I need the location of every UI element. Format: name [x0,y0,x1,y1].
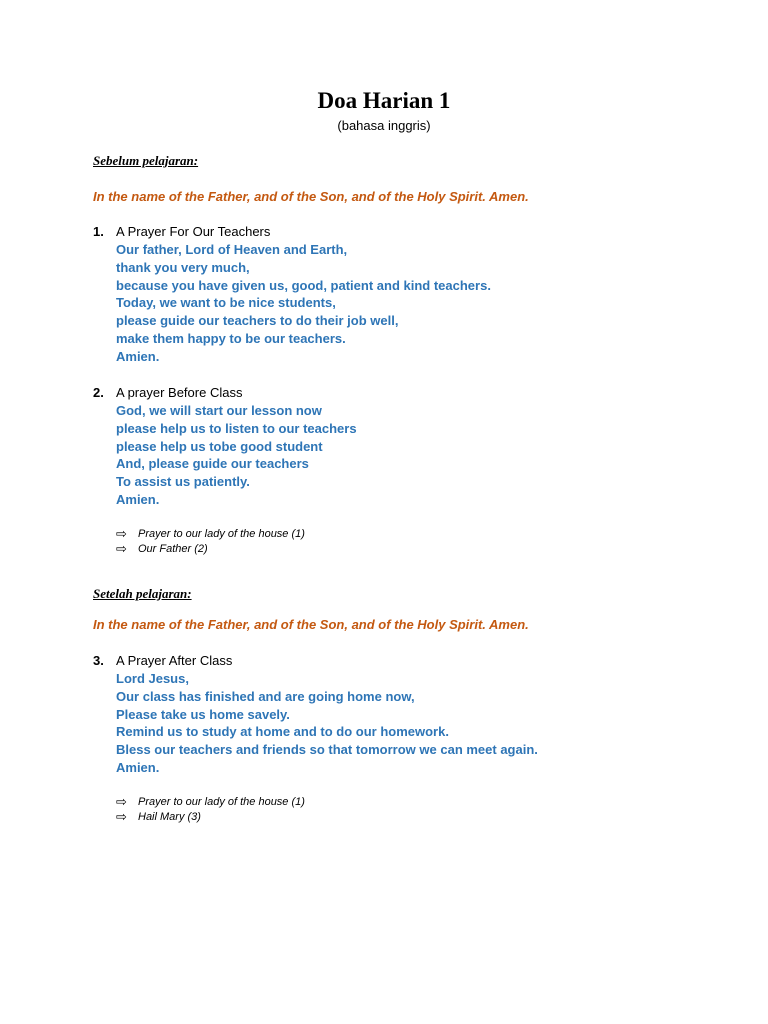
reference-text: Our Father (2) [138,542,208,555]
invocation-after-class: In the name of the Father, and of the Son, and of the Holy Spirit. Amen. [93,617,529,632]
prayer-line: please help us tobe good student [116,438,323,454]
arrow-right-icon: ⇨ [116,794,127,809]
prayer-number: 1. [93,224,104,239]
section-heading-before-class: Sebelum pelajaran: [93,153,199,168]
prayer-2 [93,384,713,509]
prayer-text [116,402,713,509]
prayer-line: Our class has finished and are going home now, [116,688,415,704]
prayer-line: God, we will start our lesson now [116,403,322,418]
prayer-line: And, please guide our teachers [116,456,309,472]
reference-text: Prayer to our lady of the house (1) [138,795,305,808]
page-title: Doa Harian 1 [317,88,451,113]
prayer-title: A prayer Before Class [116,385,243,400]
prayer-line: Lord Jesus, [116,671,189,686]
prayer-heading [93,223,713,241]
prayer-heading [93,384,713,402]
reference-item [116,794,305,809]
prayer-line: Amien. [116,759,160,775]
reference-item [116,809,305,824]
prayer-line: please help us to listen to our teachers [116,420,357,436]
prayer-title: A Prayer After Class [116,653,233,668]
prayer-line: make them happy to be our teachers. [116,330,346,346]
prayer-number: 3. [93,653,104,668]
arrow-right-icon: ⇨ [116,526,127,541]
prayer-1 [93,223,713,366]
prayer-number: 2. [93,385,104,400]
prayer-line: Amien. [116,348,160,364]
prayer-line: To assist us patiently. [116,474,250,490]
reference-text: Hail Mary (3) [138,810,201,823]
arrow-right-icon: ⇨ [116,541,127,556]
prayer-text [116,670,713,777]
reference-item [116,541,305,556]
prayer-heading [93,652,713,670]
invocation-before-class: In the name of the Father, and of the Son, and of the Holy Spirit. Amen. [93,189,529,204]
arrow-right-icon: ⇨ [116,809,127,824]
prayer-line: Our father, Lord of Heaven and Earth, [116,242,348,257]
page-subtitle: (bahasa inggris) [337,118,431,133]
reference-item [116,526,305,541]
prayer-title: A Prayer For Our Teachers [116,224,271,239]
reference-text: Prayer to our lady of the house (1) [138,527,305,540]
prayer-line: Amien. [116,491,160,507]
prayer-line: please guide our teachers to do their job well, [116,313,399,329]
prayer-line: Please take us home savely. [116,706,290,722]
prayer-line: thank you very much, [116,259,250,275]
section-heading-after-class: Setelah pelajaran: [93,586,192,601]
prayer-line: Remind us to study at home and to do our homework. [116,724,449,740]
prayer-3 [93,652,713,777]
prayer-line: because you have given us, good, patient and kind teachers. [116,277,491,293]
prayer-line: Bless our teachers and friends so that tomorrow we can meet again. [116,742,538,758]
reference-list-after-class [116,794,305,824]
reference-list-before-class [116,526,305,556]
prayer-text [116,241,713,366]
prayer-line: Today, we want to be nice students, [116,295,336,311]
